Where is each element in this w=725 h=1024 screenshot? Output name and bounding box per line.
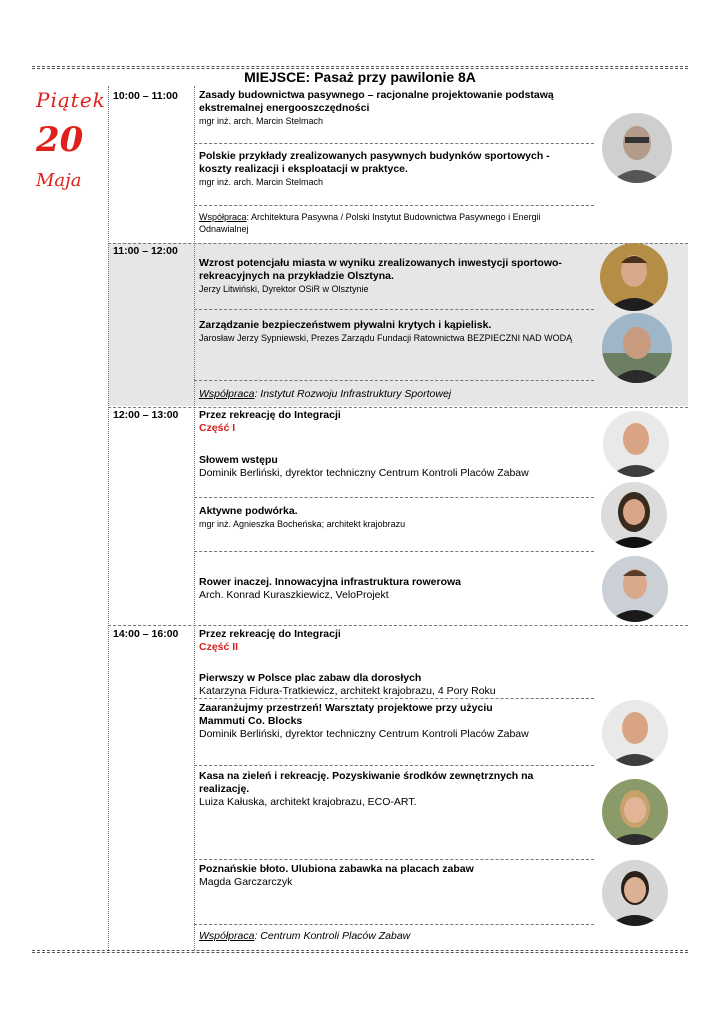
- speaker-photo: [602, 779, 668, 845]
- talk: [199, 454, 589, 480]
- talk-speaker: Dominik Berliński, dyrektor techniczny Centrum Kontroli Placów Zabaw: [199, 467, 529, 479]
- session-title: Przez rekreację do Integracji: [199, 628, 341, 640]
- slot-time: 12:00 – 13:00: [113, 409, 179, 421]
- session-heading: [199, 409, 589, 435]
- talk-separator: [194, 924, 594, 925]
- talk-speaker: mgr inż. arch. Marcin Stelmach: [199, 177, 324, 187]
- speaker-photo: [602, 113, 672, 183]
- talk-title: Polskie przykłady zrealizowanych pasywnych budynków sportowych - koszty realizacji i eksploatacji w praktyce.: [199, 150, 550, 175]
- cooperation-note: [199, 211, 569, 235]
- cooperation-label: Współpraca: [199, 212, 247, 222]
- talk-speaker: mgr inż. Agnieszka Bocheńska; architekt krajobrazu: [199, 519, 406, 529]
- cooperation-text: : Centrum Kontroli Placów Zabaw: [254, 930, 411, 942]
- talk-separator: [194, 765, 594, 766]
- talk-title: Wzrost potencjału miasta w wyniku zrealizowanych inwestycji sportowo-rekreacyjnych na przykładzie Olsztyna.: [199, 257, 562, 282]
- speaker-photo: [603, 411, 669, 477]
- slot-separator: [108, 625, 688, 626]
- bottom-rule: [32, 950, 688, 951]
- cooperation-text: : Architektura Pasywna / Polski Instytut Budownictwa Pasywnego i Energii Odnawialnej: [199, 212, 541, 234]
- slot-time: 10:00 – 11:00: [113, 90, 178, 102]
- talk: [199, 672, 589, 698]
- talk-speaker: Jarosław Jerzy Sypniewski, Prezes Zarządu Fundacji Ratownictwa BEZPIECZNI NAD WODĄ: [199, 333, 573, 343]
- talk-title: Kasa na zieleń i rekreację. Pozyskiwanie środków zewnętrznych na realizację.: [199, 770, 534, 795]
- column-divider-right: [194, 86, 195, 950]
- talk-title: Poznańskie błoto. Ulubiona zabawka na placach zabaw: [199, 863, 474, 875]
- speaker-photo: [600, 243, 668, 311]
- talk: [199, 505, 589, 530]
- day-number: 20: [36, 120, 84, 160]
- speaker-photo: [602, 860, 668, 926]
- talk-title: Aktywne podwórka.: [199, 505, 298, 517]
- talk-speaker: mgr inż. arch. Marcin Stelmach: [199, 116, 324, 126]
- talk-separator: [194, 205, 594, 206]
- talk: [199, 702, 529, 741]
- session-part: Część II: [199, 641, 239, 653]
- talk-separator: [194, 859, 594, 860]
- talk-title: Zasady budownictwa pasywnego – racjonalne projektowanie podstawą ekstremalnej energooszczędności: [199, 89, 554, 114]
- session-heading: [199, 628, 589, 654]
- talk: [199, 576, 589, 602]
- talk-title: Zarządzanie bezpieczeństwem pływalni krytych i kąpielisk.: [199, 319, 492, 331]
- slot-separator: [108, 407, 688, 408]
- talk-speaker: Jerzy Litwiński, Dyrektor OSiR w Olsztynie: [199, 284, 369, 294]
- speaker-photo: [602, 700, 668, 766]
- speaker-photo: [602, 313, 672, 383]
- talk-speaker: Luiza Kałuska, architekt krajobrazu, ECO-ART.: [199, 796, 417, 808]
- talk-separator: [194, 497, 594, 498]
- talk-title: Zaaranżujmy przestrzeń! Warsztaty projektowe przy użyciu Mammuti Co. Blocks: [199, 702, 493, 727]
- talk-separator: [194, 551, 594, 552]
- month-name: Maja: [36, 170, 82, 191]
- speaker-photo: [602, 556, 668, 622]
- talk-separator: [194, 380, 594, 381]
- cooperation-note: [199, 388, 589, 401]
- talk-separator: [194, 309, 594, 310]
- column-divider-left: [108, 86, 109, 950]
- talk-title: Pierwszy w Polsce plac zabaw dla dorosłych: [199, 672, 422, 684]
- speaker-photo: [601, 482, 667, 548]
- slot-time: 14:00 – 16:00: [113, 628, 179, 640]
- talk: [199, 319, 574, 344]
- venue-heading: MIEJSCE: Pasaż przy pawilonie 8A: [244, 69, 476, 85]
- cooperation-note: [199, 930, 589, 943]
- talk: [199, 89, 579, 127]
- talk-title: Słowem wstępu: [199, 454, 278, 466]
- talk-speaker: Dominik Berliński, dyrektor techniczny Centrum Kontroli Placów Zabaw: [199, 728, 529, 740]
- talk-speaker: Katarzyna Fidura-Tratkiewicz, architekt krajobrazu, 4 Pory Roku: [199, 685, 496, 697]
- talk: [199, 770, 549, 809]
- slot-time: 11:00 – 12:00: [113, 245, 178, 257]
- cooperation-label: Współpraca: [199, 930, 255, 942]
- session-title: Przez rekreację do Integracji: [199, 409, 341, 421]
- bottom-rule-2: [32, 952, 688, 953]
- talk-separator: [194, 698, 594, 699]
- talk: [199, 150, 569, 188]
- talk: [199, 257, 579, 295]
- session-part: Część I: [199, 422, 236, 434]
- talk-speaker: Magda Garczarczyk: [199, 876, 293, 888]
- talk-title: Rower inaczej. Innowacyjna infrastruktura rowerowa: [199, 576, 461, 588]
- talk: [199, 863, 589, 889]
- slot-separator: [108, 243, 688, 244]
- cooperation-label: Współpraca: [199, 388, 255, 400]
- talk-separator: [194, 143, 594, 144]
- day-name: Piątek: [36, 88, 106, 112]
- cooperation-text: : Instytut Rozwoju Infrastruktury Sportowej: [254, 388, 452, 400]
- top-rule: [32, 66, 688, 67]
- talk-speaker: Arch. Konrad Kuraszkiewicz, VeloProjekt: [199, 589, 389, 601]
